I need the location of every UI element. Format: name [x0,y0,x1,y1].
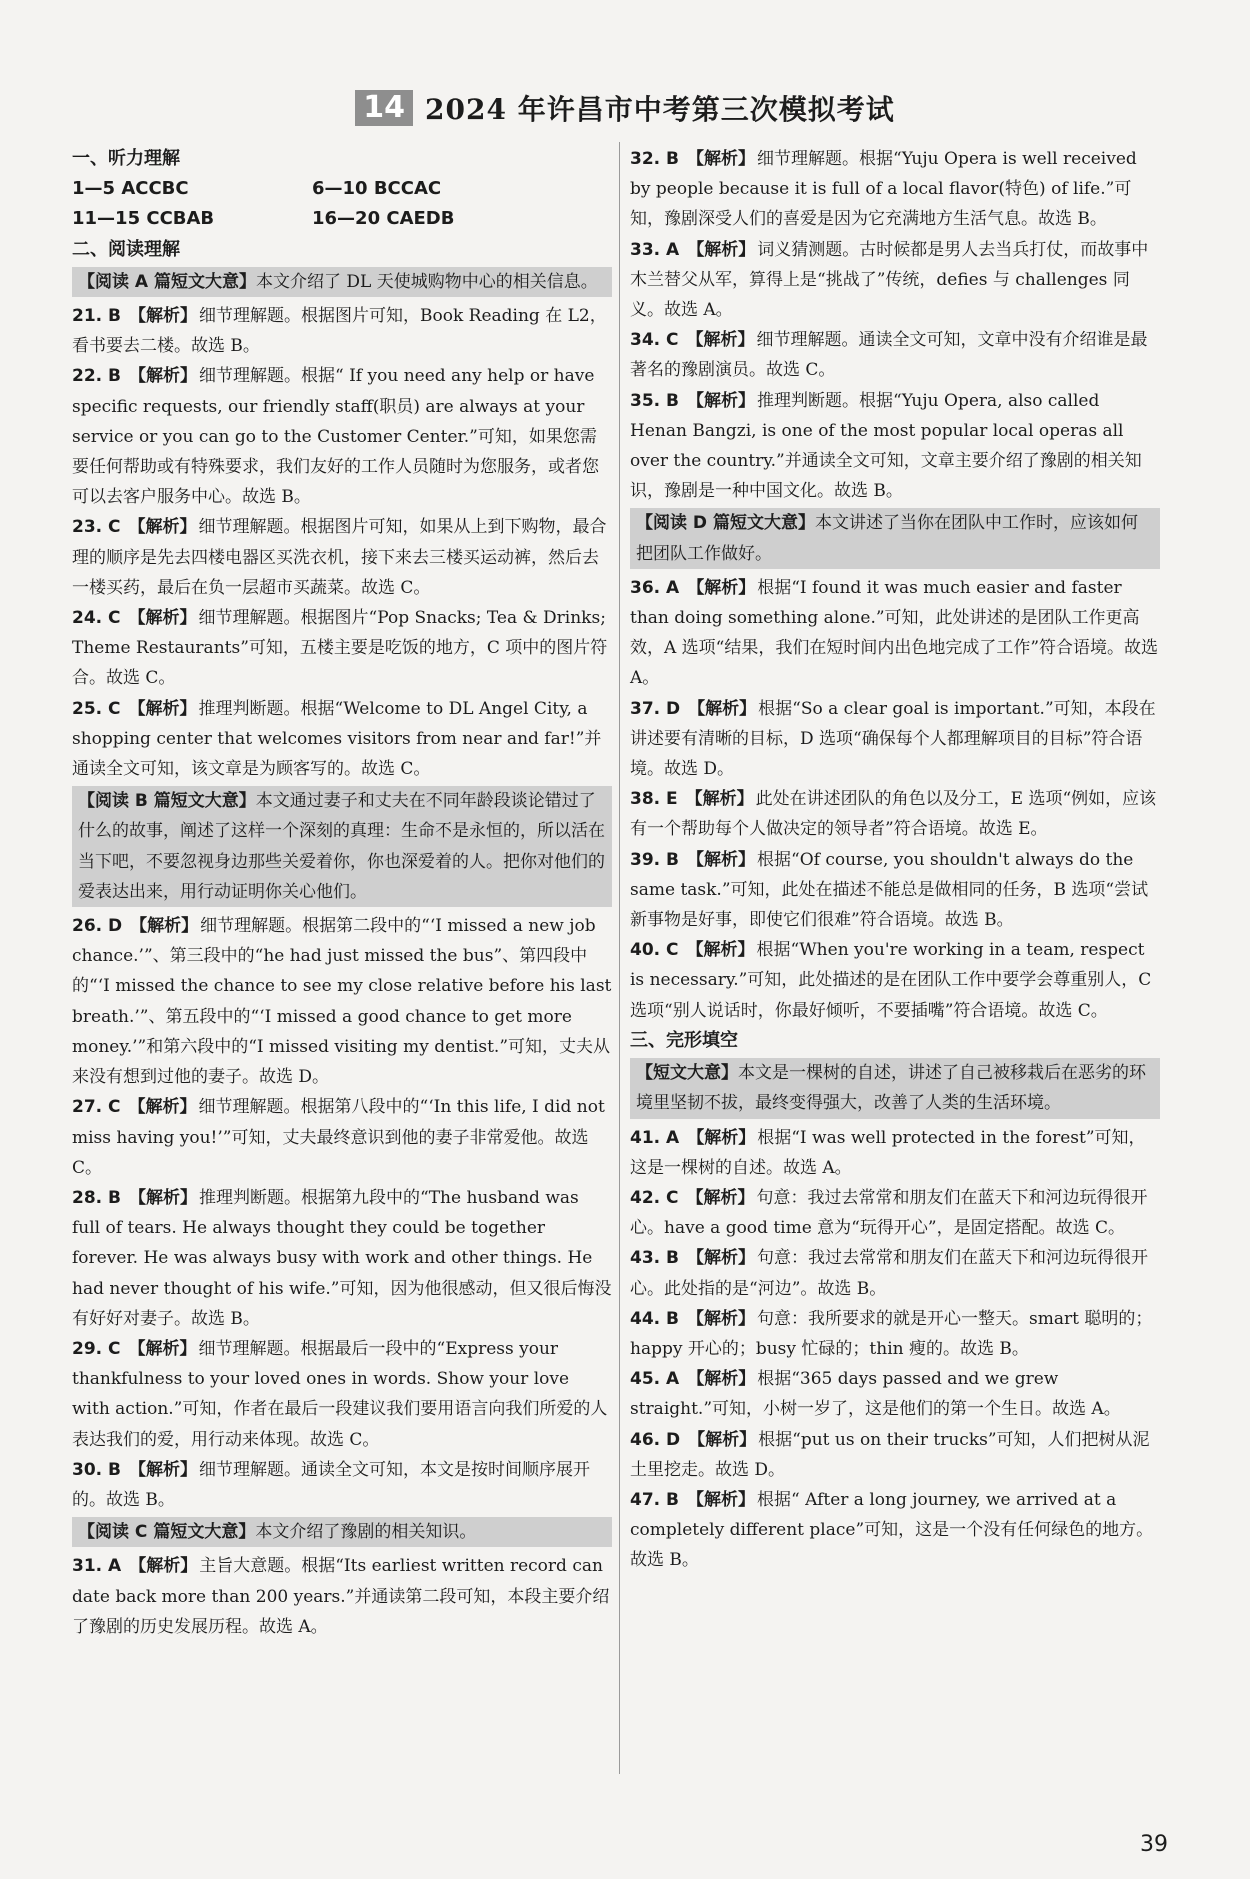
analysis-tag: 【解析】 [129,306,197,327]
analysis-tag: 【解析】 [128,698,197,719]
item-text: 根据“So a clear goal is important.”可知，本段在讲述要有清晰的目标，D 选项“确保每个人都理解项目的目标”符合语境。故选 D。 [630,698,1156,780]
answer-item-36 [630,573,1160,694]
item-text: 根据“I found it was much easier and faster than doing something alone.”可知，此处讲述的是团队工作更高效，A 选项“结果，我们在短时间内出色地完成了工作”符合语境。故选 A。 [630,577,1159,689]
item-number: 42. C [630,1187,679,1208]
summary-box-cloze [630,1058,1160,1118]
answer-item-29 [72,1334,612,1455]
item-number: 38. E [630,789,678,810]
item-text: 句意：我所要求的就是开心一整天。smart 聪明的；happy 开心的；busy 忙碌的；thin 瘦的。故选 B。 [630,1308,1153,1359]
analysis-tag: 【解析】 [687,1308,755,1329]
analysis-tag: 【解析】 [687,849,755,870]
item-number: 43. B [630,1248,679,1269]
answer-item-37 [630,694,1160,785]
item-number: 22. B [72,366,121,387]
right-column [630,144,1160,1576]
summary-box-d [630,508,1160,568]
item-text: 主旨大意题。根据“Its earliest written record can date back more than 200 years.”并通读第二段可知，本段主要介绍了豫剧的历史发展历程。故选 A。 [72,1556,610,1637]
answer-item-39 [630,845,1160,936]
item-text: 根据“365 days passed and we grew straight.”可知，小树一岁了，这是他们的第一个生日。故选 A。 [630,1369,1121,1420]
item-number: 40. C [630,940,679,961]
answer-item-34 [630,325,1160,385]
analysis-tag: 【解析】 [129,1459,197,1480]
item-text: 细节理解题。通读全文可知，本文是按时间顺序展开的。故选 B。 [72,1459,590,1510]
answer-key-1-5: 1—5 ACCBC [72,178,189,200]
item-text: 细节理解题。通读全文可知，文章中没有介绍谁是最著名的豫剧演员。故选 C。 [630,330,1148,381]
item-text: 句意：我过去常常和朋友们在蓝天下和河边玩得很开心。此处指的是“河边”。故选 B。 [630,1248,1148,1299]
item-text: 根据“I was well protected in the forest”可知，这是一棵树的自述。故选 A。 [630,1127,1146,1178]
answer-item-44 [630,1304,1160,1364]
item-number: 34. C [630,330,679,351]
answer-item-23 [72,512,612,603]
page-number: 39 [1140,1832,1168,1857]
answer-item-26 [72,911,612,1092]
item-number: 45. A [630,1369,680,1390]
item-number: 46. D [630,1429,681,1450]
page-title: 2024 年许昌市中考第三次模拟考试 [425,93,895,126]
item-number: 26. D [72,916,123,937]
item-number: 24. C [72,608,121,629]
answer-item-33 [630,235,1160,326]
analysis-tag: 【解析】 [128,1338,197,1359]
analysis-tag: 【解析】 [686,1187,755,1208]
analysis-tag: 【解析】 [128,608,197,629]
item-text: 细节理解题。根据图片“Pop Snacks; Tea & Drinks; Theme Restaurants”可知，五楼主要是吃饭的地方，C 项中的图片符合。故选 C。 [72,608,608,689]
item-number: 36. A [630,577,680,598]
answer-item-28 [72,1183,612,1334]
answer-item-35 [630,386,1160,507]
item-text: 此处在讲述团队的角色以及分工，E 选项“例如，应该有一个帮助每个人做决定的领导者”符合语境。故选 E。 [630,789,1157,840]
answer-item-45 [630,1364,1160,1424]
item-number: 31. A [72,1556,122,1577]
answer-item-32 [630,144,1160,235]
answer-item-40 [630,935,1160,1026]
item-text: 细节理解题。根据第八段中的“‘In this life, I did not miss having you!’”可知，丈夫最终意识到他的妻子非常爱他。故选 C。 [72,1097,605,1178]
item-text: 词义猜测题。古时候都是男人去当兵打仗，而故事中木兰替父从军，算得上是“挑战了”传统，defies 与 challenges 同义。故选 A。 [630,239,1149,321]
item-number: 30. B [72,1459,121,1480]
summary-label-a: 【阅读 A 篇短文大意】 [78,271,256,292]
item-number: 39. B [630,849,679,870]
analysis-tag: 【解析】 [686,940,755,961]
item-text: 推理判断题。根据第九段中的“The husband was full of tears. He always thought they could be together forever. He was always busy with work and other things. He had never thought of his wife.”可知，因为他很感动，但又很后悔没有好好对妻子。故选 B。 [72,1187,612,1329]
item-text: 推理判断题。根据“Welcome to DL Angel City, a shopping center that welcomes visitors from near and far!”并通读全文可知，该文章是为顾客写的。故选 C。 [72,698,602,780]
answer-item-43 [630,1243,1160,1303]
item-number: 27. C [72,1097,121,1118]
summary-label-b: 【阅读 B 篇短文大意】 [78,791,256,812]
analysis-tag: 【解析】 [687,1489,755,1510]
answer-item-38 [630,784,1160,844]
answer-item-25 [72,694,612,785]
answer-key-11-15: 11—15 CCBAB [72,208,215,230]
item-number: 23. C [72,517,121,538]
analysis-tag: 【解析】 [687,149,755,169]
column-divider [619,142,620,1774]
item-text: 根据“ After a long journey, we arrived at a completely different place”可知，这是一个没有任何绿色的地方。故选 B。 [630,1489,1154,1571]
analysis-tag: 【解析】 [688,1429,757,1450]
item-text: 细节理解题。根据第二段中的“‘I missed a new job chance.’”、第三段中的“he had just missed the bus”、第四段中的“‘I missed the chance to see my close relative before his last breath.’”、第五段中的“‘I missed a good chance to get more money.’”和第六段中的“I missed visiting my dentist.”可知，丈夫从来没有想到过他的妻子。故选 D。 [72,916,612,1088]
item-number: 29. C [72,1338,121,1359]
item-number: 33. A [630,239,680,260]
analysis-tag: 【解析】 [687,1369,756,1390]
item-number: 44. B [630,1308,679,1329]
answer-item-47 [630,1485,1160,1576]
analysis-tag: 【解析】 [687,1248,755,1269]
summary-label-cloze: 【短文大意】 [636,1063,738,1084]
analysis-tag: 【解析】 [687,239,756,260]
analysis-tag: 【解析】 [685,789,754,810]
item-text: 根据“When you're working in a team, respect is necessary.”可知，此处描述的是在团队工作中要学会尊重别人，C 选项“别人说话时，你最好倾听，不要插嘴”符合语境。故选 C。 [630,940,1152,1021]
summary-label-c: 【阅读 C 篇短文大意】 [78,1522,256,1543]
answer-item-42 [630,1183,1160,1243]
item-text: 细节理解题。根据“ If you need any help or have specific requests, our friendly staff(职员) are always at your service or you can go to the Customer Center.”可知，如果您需要任何帮助或有特殊要求，我们友好的工作人员随时为您服务，或者您可以去客户服务中心。故选 B。 [72,366,599,508]
analysis-tag: 【解析】 [686,330,755,351]
summary-text-b: 本文通过妻子和丈夫在不同年龄段谈论错过了什么的故事，阐述了这样一个深刻的真理：生命不是永恒的，所以活在当下吧，不要忽视身边那些关爱着你，你也深爱着的人。把你对他们的爱表达出来，用行动证明你关心他们。 [78,791,605,902]
analysis-tag: 【解析】 [687,1127,756,1148]
analysis-tag: 【解析】 [688,698,757,719]
answer-item-21 [72,301,612,361]
item-number: 47. B [630,1489,679,1510]
answer-key-16-20: 16—20 CAEDB [312,208,455,230]
analysis-tag: 【解析】 [687,577,756,598]
analysis-tag: 【解析】 [128,1097,197,1118]
listening-answer-keys [72,174,612,234]
item-text: 细节理解题。根据“Yuju Opera is well received by people because it is full of a local flavor(特色) of life.”可知，豫剧深受人们的喜爱是因为它充满地方生活气息。故选 B。 [630,149,1137,230]
item-text: 细节理解题。根据图片可知，Book Reading 在 L2，看书要去二楼。故选 B。 [72,306,607,357]
answer-key-6-10: 6—10 BCCAC [312,178,442,200]
answer-item-46 [630,1425,1160,1485]
answer-item-27 [72,1092,612,1183]
section-heading-listening: 一、听力理解 [72,148,180,169]
answer-item-31 [72,1551,612,1642]
analysis-tag: 【解析】 [128,517,197,538]
summary-label-d: 【阅读 D 篇短文大意】 [636,513,815,534]
summary-text-d: 本文讲述了当你在团队中工作时，应该如何把团队工作做好。 [636,513,1138,564]
item-text: 句意：我过去常常和朋友们在蓝天下和河边玩得很开心。have a good time 意为“玩得开心”，是固定搭配。故选 C。 [630,1187,1148,1239]
analysis-tag: 【解析】 [129,1556,198,1577]
summary-text-c: 本文介绍了豫剧的相关知识。 [255,1522,477,1543]
answer-item-30 [72,1455,612,1515]
item-number: 37. D [630,698,681,719]
item-text: 根据“put us on their trucks”可知，人们把树从泥土里挖走。故选 D。 [630,1429,1150,1480]
item-number: 25. C [72,698,121,719]
section-heading-reading: 二、阅读理解 [72,238,180,260]
item-text: 根据“Of course, you shouldn't always do the same task.”可知，此处在描述不能总是做相同的任务，B 选项“尝试新事物是好事，即使它们很难”符合语境。故选 B。 [630,849,1149,931]
analysis-tag: 【解析】 [129,366,197,387]
summary-box-a [72,267,612,297]
answer-item-22 [72,361,612,512]
answer-item-41 [630,1123,1160,1183]
item-number: 21. B [72,306,121,327]
item-text: 细节理解题。根据最后一段中的“Express your thankfulness to your loved ones in words. Show your love with action.”可知，作者在最后一段建议我们要用语言向我们所爱的人表达我们的爱，用行动来体现。故选 C。 [72,1338,608,1450]
analysis-tag: 【解析】 [687,390,755,411]
summary-box-c [72,1517,612,1547]
summary-text-cloze: 本文是一棵树的自述，讲述了自己被移栽后在恶劣的环境里坚韧不拔，最终变得强大，改善了人类的生活环境。 [636,1063,1146,1114]
item-number: 41. A [630,1127,680,1148]
exam-number-badge: 14 [355,90,413,126]
item-text: 推理判断题。根据“Yuju Opera, also called Henan Bangzi, is one of the most popular local operas all over the country.”并通读全文可知，文章主要介绍了豫剧的相关知识，豫剧是一种中国文化。故选 B。 [630,390,1142,502]
item-number: 35. B [630,390,679,411]
item-number: 32. B [630,149,679,169]
answer-item-24 [72,603,612,694]
summary-box-b [72,786,612,907]
section-heading-cloze: 三、完形填空 [630,1029,738,1051]
left-column [72,144,612,1642]
summary-text-a: 本文介绍了 DL 天使城购物中心的相关信息。 [256,271,598,292]
analysis-tag: 【解析】 [130,916,199,937]
page-header [0,88,1250,128]
item-text: 细节理解题。根据图片可知，如果从上到下购物，最合理的顺序是先去四楼电器区买洗衣机，接下来去三楼买运动裤，然后去一楼买药，最后在负一层超市买蔬菜。故选 C。 [72,517,607,598]
analysis-tag: 【解析】 [129,1187,197,1208]
item-number: 28. B [72,1187,121,1208]
